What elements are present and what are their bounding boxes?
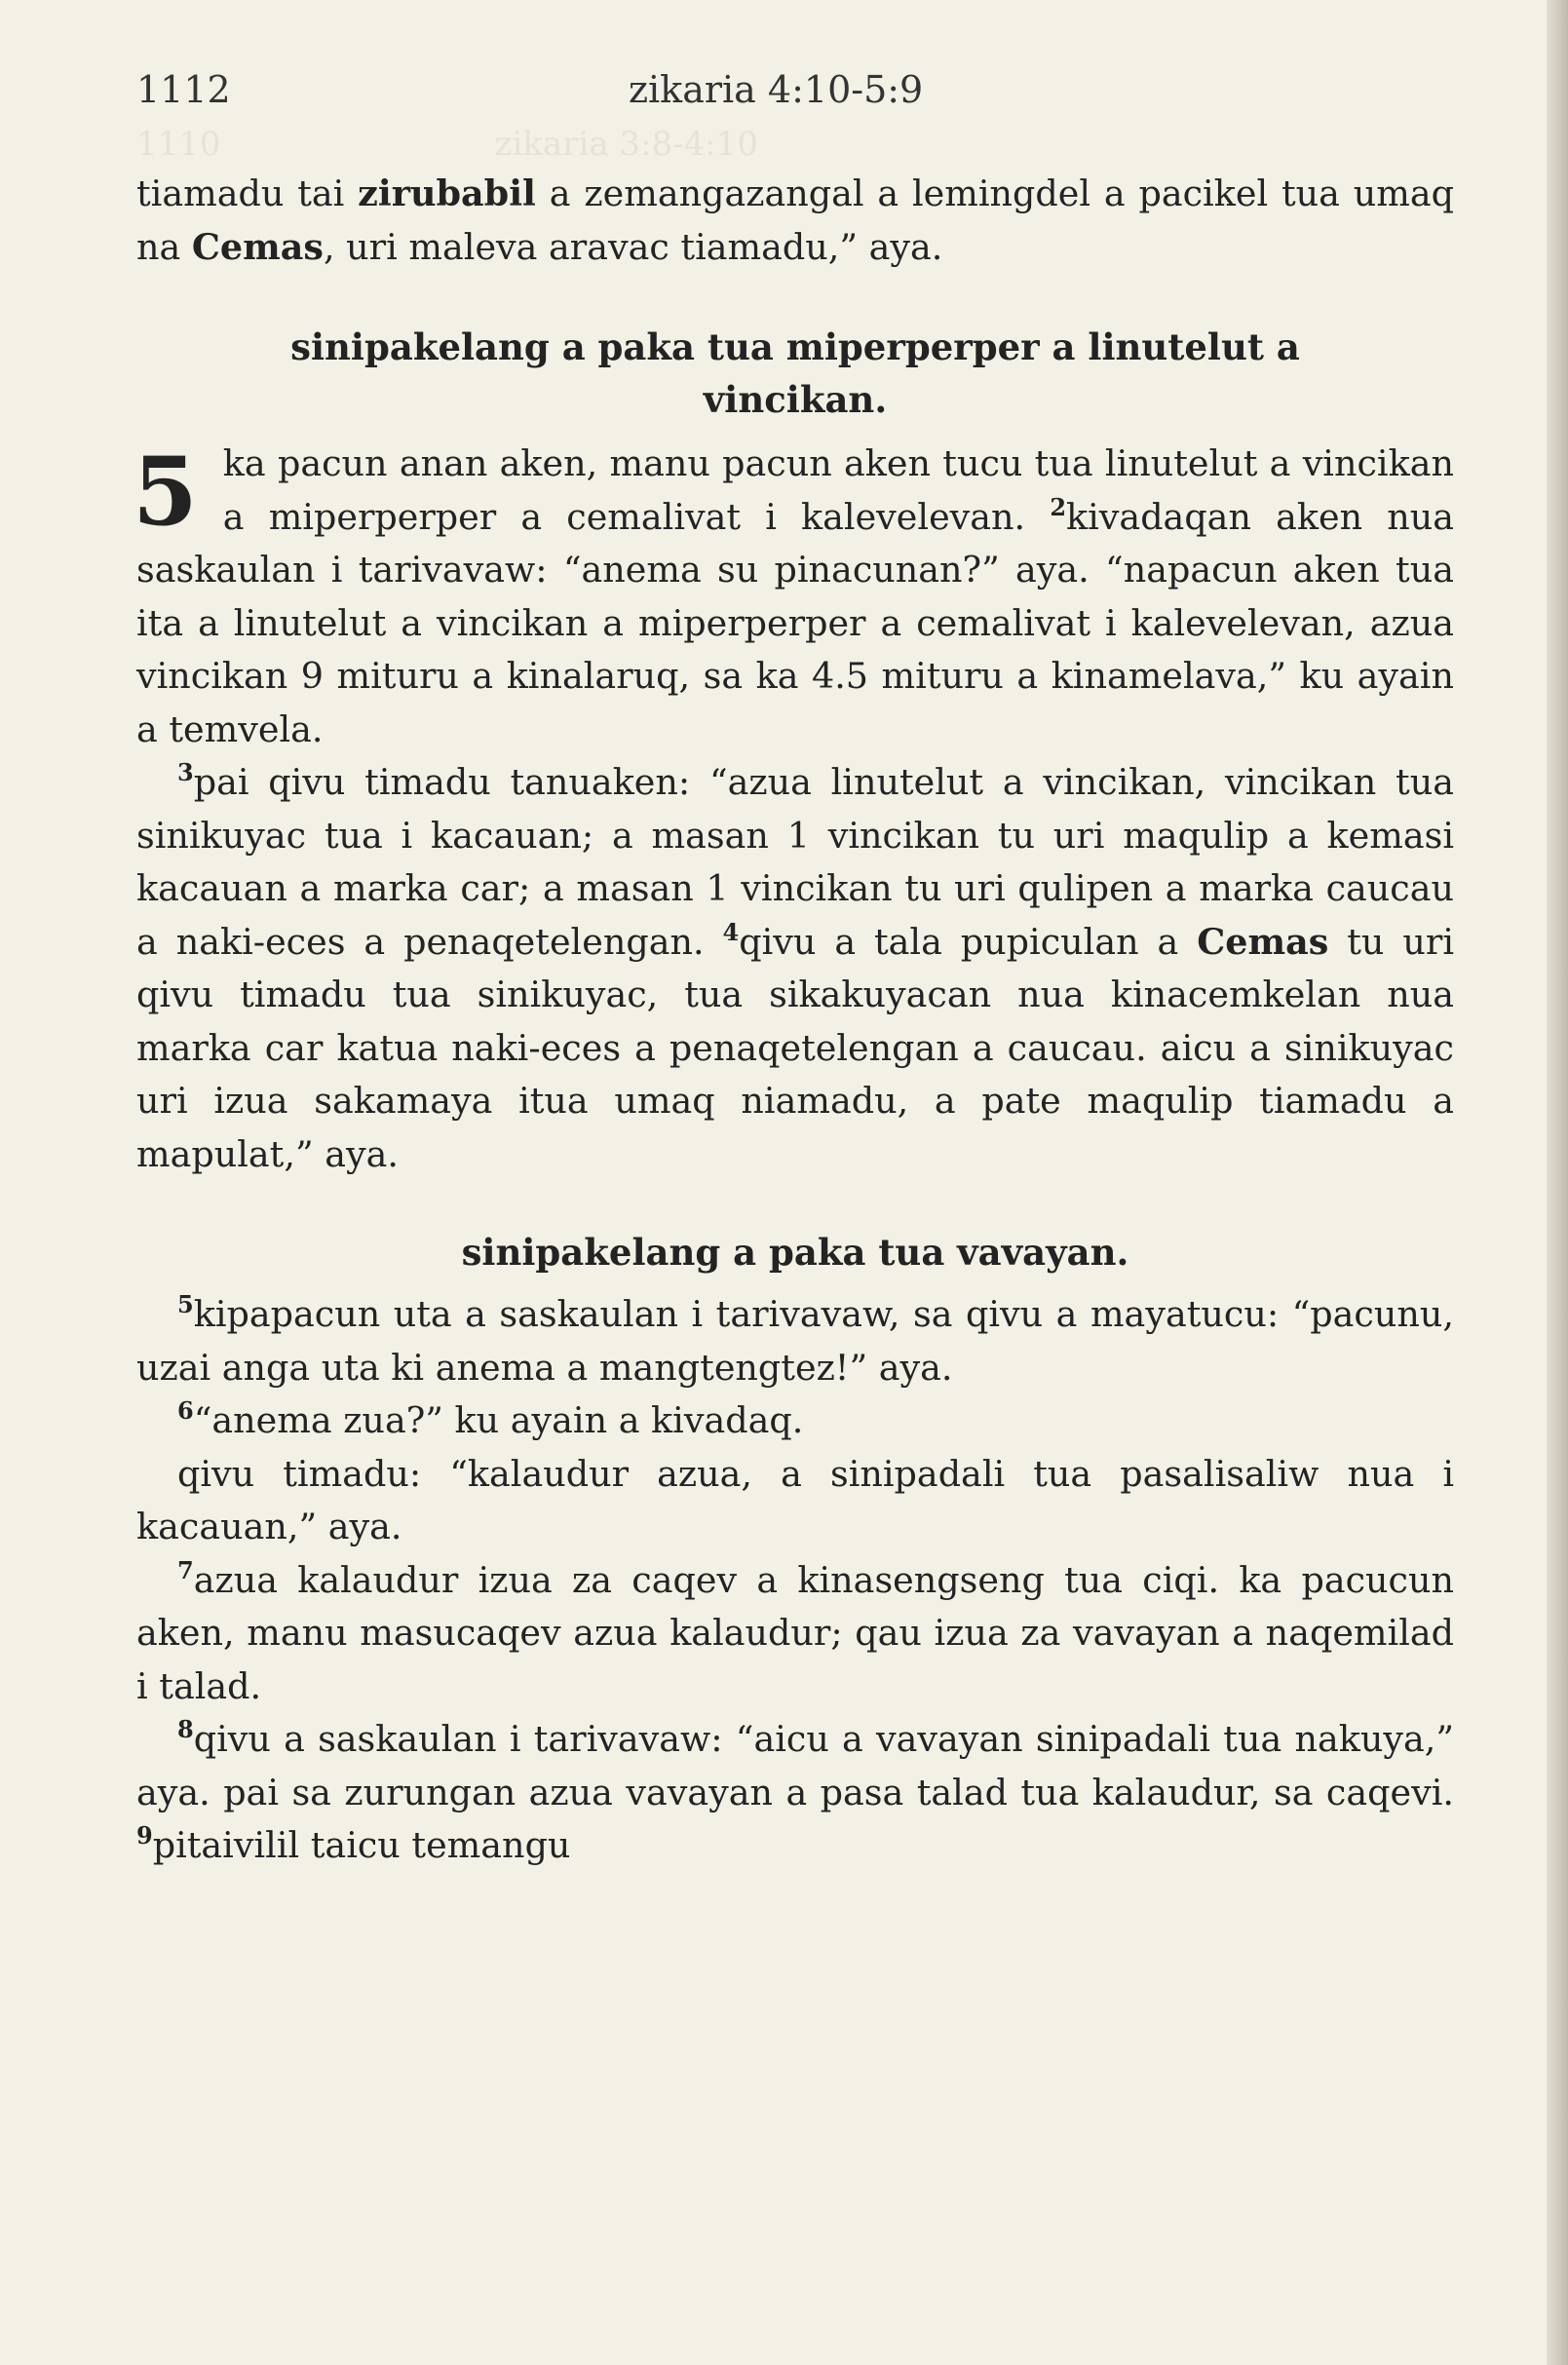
- verse-5: kipapacun uta a saskaulan i tarivavaw, sa qivu a mayatucu: “pacunu, uzai anga uta ki anema a mangtengtez!” aya.: [136, 1293, 1454, 1389]
- verse-paragraph: [136, 756, 1454, 1181]
- verse-7: azua kalaudur izua za caqev a kinasengseng tua ciqi. ka pacucun aken, manu masucaqev azua kalaudur; qau izua za vavayan a naqemilad i talad.: [136, 1558, 1454, 1707]
- verse-paragraph: [136, 1554, 1454, 1714]
- chapter-paragraph: [133, 437, 1454, 756]
- verse-number: 6: [177, 1396, 194, 1425]
- bold-name: zirubabil: [358, 172, 536, 214]
- verse-8: qivu a saskaulan i tarivavaw: “aicu a vavayan sinipadali tua nakuya,” aya. pai sa zurungan azua vavayan a pasa talad tua kalaudur, sa caqevi.: [136, 1718, 1454, 1813]
- section-heading: sinipakelang a paka tua vavayan.: [461, 1231, 1129, 1274]
- chapter-reference: zikaria 4:10-5:9: [629, 68, 924, 111]
- verse-6: “anema zua?” ku ayain a kivadaq.: [193, 1399, 804, 1441]
- text-run: tiamadu tai: [136, 172, 359, 214]
- show-through: 1110 zikaria 3:8-4:10: [136, 125, 758, 164]
- verse-9: pitaivilil taicu temangu: [152, 1824, 571, 1866]
- verse-number: 8: [177, 1715, 194, 1743]
- verse-number: 5: [177, 1290, 194, 1318]
- verse-number: 7: [177, 1555, 194, 1584]
- verse-paragraph: [136, 1394, 1454, 1448]
- verse-3: pai qivu timadu tanuaken: “azua linutelut a vincikan, vincikan tua sinikuyac tua i kacauan; a masan 1 vincikan tu uri maqulip a kemasi kacauan a marka car; a masan 1 vincikan tu uri qulipen a marka caucau a naki-eces a penaqetelengan.: [136, 761, 1454, 963]
- verse-paragraph: [136, 1288, 1454, 1394]
- verse-2: kivadaqan aken nua saskaulan i tarivavaw: “anema su pinacunan?” aya. “napacun aken tua ita a linutelut a vincikan a miperperper a cemalivat i kalevelevan, azua vincikan 9 mituru a kinalaruq, sa ka 4.5 mituru a kinamelava,” ku ayain a temvela.: [136, 495, 1454, 750]
- verse-number: 9: [136, 1821, 153, 1850]
- section-heading: sinipakelang a paka tua miperperper a linutelut a vincikan.: [290, 325, 1300, 421]
- verse-6-cont: qivu timadu: “kalaudur azua, a sinipadali tua pasalisaliw nua i kacauan,” aya.: [136, 1452, 1454, 1547]
- continuation-paragraph: [136, 168, 1454, 274]
- verse-paragraph: [136, 1713, 1454, 1873]
- verse-1: ka pacun anan aken, manu pacun aken tucu tua linutelut a vincikan a miperperper a cemalivat i kalevelevan.: [222, 442, 1454, 538]
- page-number: 1112: [136, 68, 231, 111]
- verse-number: 3: [177, 758, 194, 786]
- bold-name: Cemas: [1197, 920, 1329, 963]
- bold-name: Cemas: [191, 225, 324, 268]
- running-header: [136, 58, 1383, 117]
- text-run: , uri maleva aravac tiamadu,” aya.: [323, 225, 943, 268]
- verse-4-cont: tu uri qivu timadu tua sinikuyac, tua sikakuyacan nua kinacemkelan nua marka car katua naki-eces a penaqetelengan a caucau. aicu a sinikuyac uri izua sakamaya itua umaq niamadu, a pate maqulip tiamadu a mapulat,” aya.: [136, 920, 1454, 1175]
- page-edge: [1547, 0, 1568, 2365]
- chapter-number: 5: [133, 437, 198, 547]
- verse-4: qivu a tala pupiculan a: [739, 920, 1198, 963]
- verse-number: 4: [722, 917, 740, 946]
- text-run: a zemangazangal a lemingdel a pacikel tua umaq na: [136, 172, 1454, 268]
- verse-number: 2: [1050, 492, 1067, 521]
- page-body: [133, 168, 1454, 1873]
- verse-paragraph: [136, 1448, 1454, 1554]
